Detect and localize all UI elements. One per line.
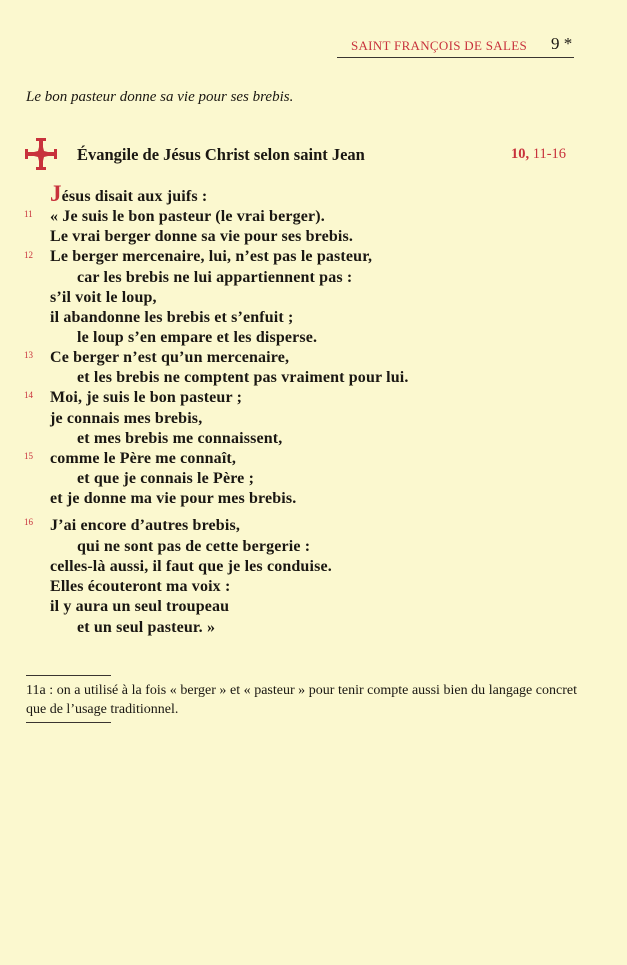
gospel-line: s’il voit le loup, <box>50 289 157 306</box>
footnote-rule-bottom <box>26 722 111 723</box>
gospel-intro-line <box>50 181 207 207</box>
gospel-line: Le berger mercenaire, lui, n’est pas le pasteur, <box>50 248 373 265</box>
gospel-line: je connais mes brebis, <box>50 410 203 427</box>
gospel-line: « Je suis le bon pasteur (le vrai berger). <box>50 208 325 225</box>
gospel-line: car les brebis ne lui appartiennent pas : <box>77 269 353 286</box>
gospel-line: qui ne sont pas de cette bergerie : <box>77 538 311 555</box>
intro-text: ésus disait aux juifs : <box>61 188 208 205</box>
gospel-line: Ce berger n’est qu’un mercenaire, <box>50 349 290 366</box>
gospel-line: et les brebis ne comptent pas vraiment pour lui. <box>77 369 409 386</box>
gospel-line: Elles écouteront ma voix : <box>50 578 231 595</box>
gospel-title: Évangile de Jésus Christ selon saint Jean <box>77 145 365 164</box>
verse-number: 14 <box>24 390 33 400</box>
verse-number: 11 <box>24 209 33 219</box>
verse-number: 12 <box>24 250 33 260</box>
gospel-line: il abandonne les brebis et s’enfuit ; <box>50 309 294 326</box>
gospel-line: Moi, je suis le bon pasteur ; <box>50 389 243 406</box>
reading-subtitle: Le bon pasteur donne sa vie pour ses brebis. <box>26 89 294 105</box>
page-number: 9 * <box>551 34 573 53</box>
gospel-line: et je donne ma vie pour mes brebis. <box>50 490 297 507</box>
gospel-line: comme le Père me connaît, <box>50 450 237 467</box>
footnote: 11a : on a utilisé à la fois « berger » et « pasteur » pour tenir compte aussi bien du langage concret que de l’usage traditionnel. <box>26 683 577 717</box>
reference-verses: 11-16 <box>532 146 567 162</box>
gospel-line: J’ai encore d’autres brebis, <box>50 517 240 534</box>
gospel-line: il y aura un seul troupeau <box>50 598 230 615</box>
gospel-line: et mes brebis me connaissent, <box>77 430 283 447</box>
verse-number: 16 <box>24 517 33 527</box>
gospel-line: Le vrai berger donne sa vie pour ses brebis. <box>50 228 354 245</box>
verse-number: 15 <box>24 451 33 461</box>
footnote-rule-top <box>26 675 111 676</box>
gospel-line: et que je connais le Père ; <box>77 470 255 487</box>
verse-number: 13 <box>24 350 33 360</box>
running-header-title: SAINT FRANÇOIS DE SALES <box>350 38 527 53</box>
gospel-line: celles-là aussi, il faut que je les conduise. <box>50 558 332 575</box>
gospel-line: et un seul pasteur. » <box>77 619 216 636</box>
reference-chapter: 10, <box>511 146 530 162</box>
jerusalem-cross-icon <box>24 137 58 171</box>
header-rule <box>337 57 574 58</box>
drop-cap: J <box>50 181 62 206</box>
gospel-reference <box>511 146 566 163</box>
gospel-line: le loup s’en empare et les disperse. <box>77 329 318 346</box>
